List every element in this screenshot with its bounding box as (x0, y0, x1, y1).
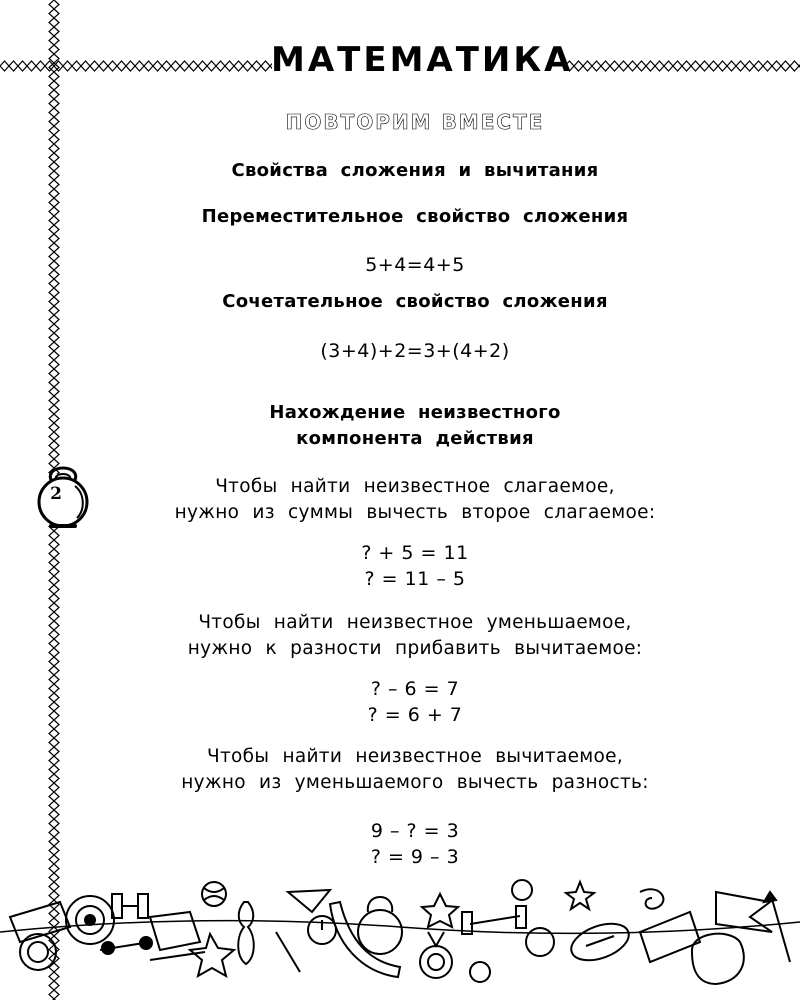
commutative-formula: 5+4=4+5 (365, 254, 465, 276)
triangle-flag-icon (276, 890, 330, 972)
stopwatch-icon (308, 916, 336, 944)
whistle-icon (10, 902, 70, 970)
rule-subtrahend-eq2: ? = 9 – 3 (370, 846, 460, 868)
skate-icon (150, 912, 205, 960)
rule-subtrahend-line2: нужно из уменьшаемого вычесть разность: (181, 772, 649, 793)
rule-minuend-eq1: ? – 6 = 7 (370, 678, 460, 700)
dumbbell-icon (462, 906, 526, 934)
target-disc-icon (66, 896, 114, 944)
star-icon (566, 882, 594, 909)
star-icon (422, 894, 458, 927)
rule-minuend-line2: нужно к разности прибавить вычитаемое: (187, 638, 643, 659)
section-heading-unknown-line1: Нахождение неизвестного (269, 402, 561, 423)
star-icon (190, 934, 234, 976)
ball-icon (202, 882, 226, 906)
stopwatch-icon (512, 880, 554, 956)
page-number: 2 (50, 484, 62, 504)
rule-addend-eq1: ? + 5 = 11 (361, 542, 469, 564)
section-heading-properties: Свойства сложения и вычитания (231, 160, 599, 181)
rule-minuend-line1: Чтобы найти неизвестное уменьшаемое, (198, 612, 632, 633)
shuttlecock-icon (640, 912, 700, 962)
rule-addend-eq2: ? = 11 – 5 (364, 568, 466, 590)
medal-icon (420, 932, 452, 978)
associative-formula: (3+4)+2=3+(4+2) (320, 340, 510, 362)
rule-addend-line2: нужно из суммы вычесть второе слагаемое: (174, 502, 656, 523)
section-heading-unknown-line2: компонента действия (296, 428, 534, 449)
page-subtitle: ПОВТОРИМ ВМЕСТЕ (285, 110, 545, 134)
rule-addend-line1: Чтобы найти неизвестное слагаемое, (215, 476, 615, 497)
rule-minuend-eq2: ? = 6 + 7 (367, 704, 463, 726)
commutative-label: Переместительное свойство сложения (201, 206, 629, 227)
page-title: МАТЕМАТИКА (271, 40, 574, 80)
associative-label: Сочетательное свойство сложения (222, 291, 608, 312)
rule-subtrahend-eq1: 9 – ? = 3 (370, 820, 460, 842)
right-rope-border (565, 60, 800, 72)
sports-doodle-border (0, 872, 800, 1000)
left-rope-border (0, 60, 272, 72)
bowling-pin-icon (238, 902, 254, 964)
pennant-icon (716, 892, 772, 932)
ball-icon (470, 962, 490, 982)
rugby-ball-icon (566, 917, 633, 968)
rule-subtrahend-line1: Чтобы найти неизвестное вычитаемое, (206, 746, 624, 767)
spiral-icon (640, 889, 663, 908)
